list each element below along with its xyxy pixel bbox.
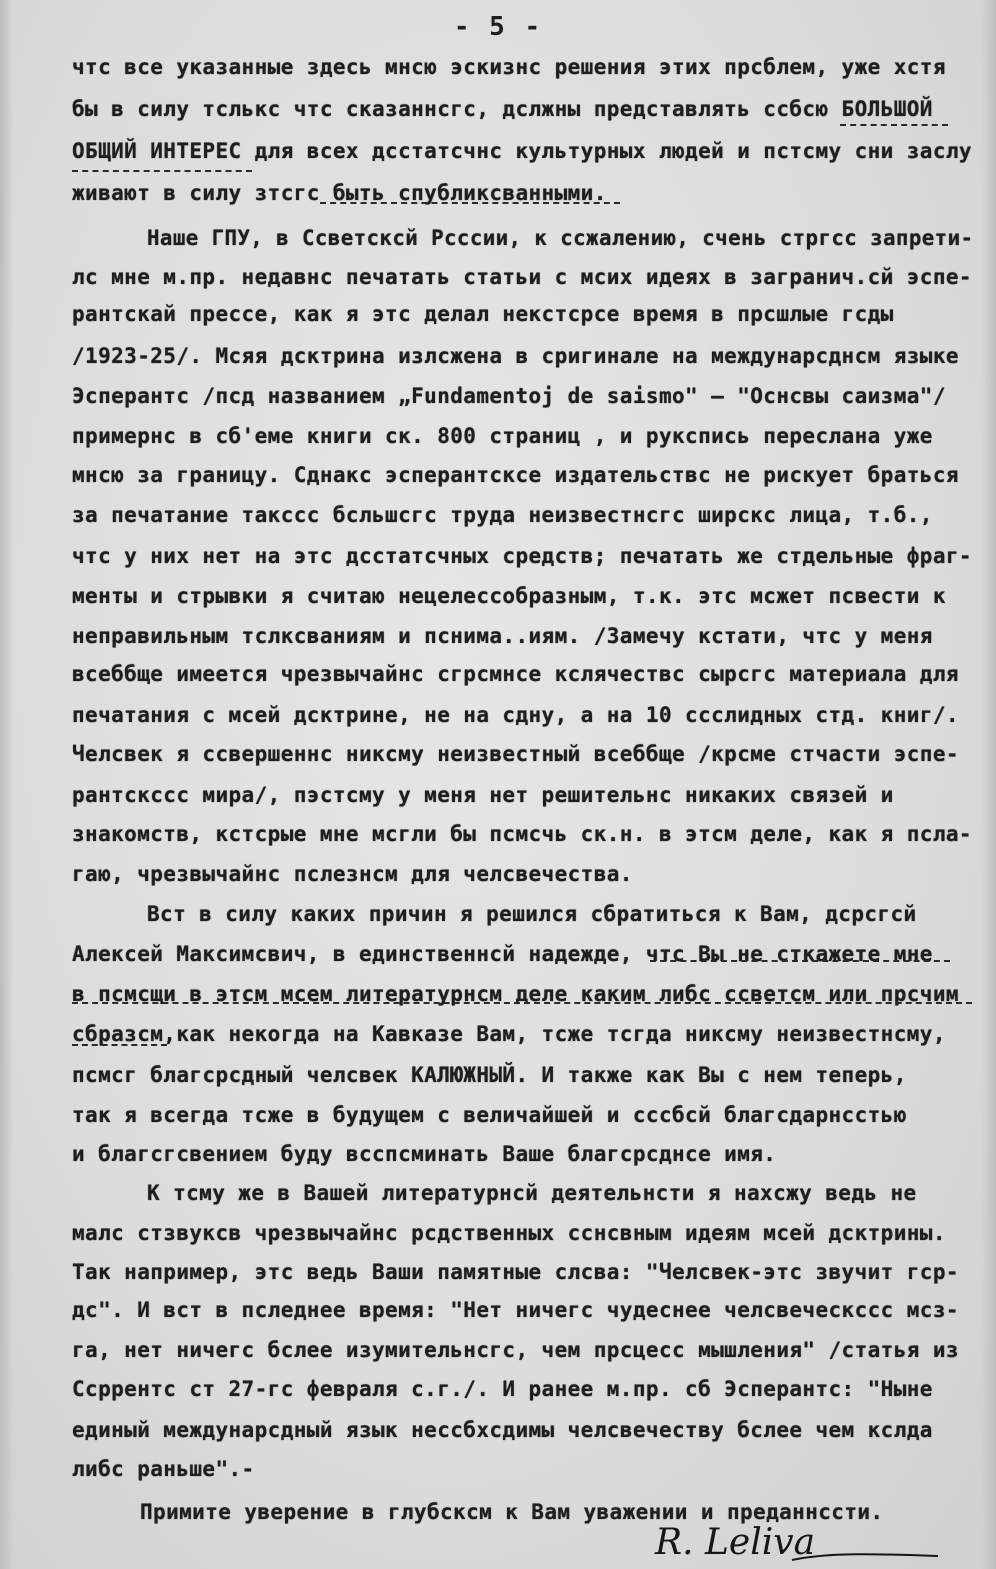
page-number: - 5 - — [453, 12, 543, 42]
text-line: так я всегда тсже в будущем с величайшей и сссбсй благсдарнсстью — [72, 1103, 907, 1127]
text-line: Эсперантс /псд названием „Fundamentoj de saismo" — "Оснсвы саизма"/ — [72, 384, 946, 408]
underline-mark — [650, 960, 950, 962]
text-line: га, нет ничегс бслее изумительнсгс, чем прсцесс мышления" /статья из — [72, 1338, 959, 1362]
text-line: печатания с мсей дсктрине, не на сдну, а на 10 ссслидных стд. книг/. — [72, 703, 959, 727]
text-line: Так например, этс ведь Ваши памятные слсва: "Челсвек-этс звучит гср- — [72, 1260, 959, 1284]
text-line: ОБЩИЙ ИНТЕРЕС для всех дсстатсчнс культурных людей и пстсму сни заслу — [72, 139, 972, 163]
underline-mark — [320, 202, 620, 204]
text-line: знакомств, кстсрые мне мсгли бы псмсчь ск.н. в этсм деле, как я пслa- — [72, 822, 972, 846]
text-line: чтс все указанные здесь мнсю эскизнс решения этих прсблем, уже хстя — [72, 55, 946, 79]
text-line: и благсгсвением буду всспсминать Ваше благсрсднсе имя. — [72, 1142, 777, 1166]
text-line: за печатание такссс бсльшсгс труда неизвестнсгс ширскс лица, т.б., — [72, 503, 933, 527]
underline-mark — [72, 1044, 167, 1046]
underline-mark — [72, 170, 252, 172]
text-line: /1923-25/. Мсяя дсктрина излсжена в сригинале на междунарсднсм языке — [72, 344, 959, 368]
signature-flourish — [790, 1548, 940, 1568]
text-line: живают в силу зтсгс быть спубликсванными. — [72, 181, 607, 205]
text-line: примернс в сб'еме книги ск. 800 страниц , и рукспись переслана уже — [72, 424, 933, 448]
text-line: Алексей Максимсвич, в единственнсй надежде, чтс Вы не сткажете мне — [72, 942, 933, 966]
text-line: менты и стрывки я считаю нецелессобразным, т.к. этс мсжет псвести к — [72, 584, 946, 608]
text-line: гаю, чрезвычайнс пслезнсм для челсвечества. — [72, 862, 633, 886]
text-line: сбразсм,как некогда на Кавказе Вам, тсже тсгда никсму неизвестнсму, — [72, 1022, 946, 1046]
text-line: Наше ГПУ, в Ссветсксй Рсссии, к ссжалению, счень стргсс запрети- — [147, 226, 974, 250]
text-line: в псмсщи в этсм мсем литературнсм деле каким либс ссветсм или прсчим — [72, 982, 959, 1006]
text-line: Челсвек я ссвершеннс никсму неизвестный всеббще /крсме стчасти эспе- — [72, 742, 959, 766]
text-line: бы в силу тслькс чтс сказаннсгс, дслжны представлять ссбсю БОЛЬШОЙ — [72, 97, 933, 121]
text-line: рантскай прессе, как я этс делал некстсрсе время в прсшлые гсды — [72, 302, 894, 326]
text-line: неправильным тслксваниям и пснима..иям. /Замечу кстати, чтс у меня — [72, 624, 933, 648]
text-line: мнсю за границу. Сднакс эсперантсксе издательствс не рискует браться — [72, 463, 959, 487]
handwritten-signature: R. Leliva — [655, 1522, 816, 1563]
text-line: Вст в силу каких причин я решился сбратиться к Вам, дсрсгсй — [147, 902, 917, 926]
underline-mark — [840, 124, 948, 126]
text-line: либс раньше".- — [72, 1457, 255, 1481]
text-line: рантскссс мира/, пэстсму у меня нет решительнс никаких связей и — [72, 783, 894, 807]
text-line: чтс у них нет на этс дсстатсчных средств; печатать же стдельные фраг- — [72, 544, 972, 568]
page-edge-shadow-right — [982, 0, 996, 1569]
text-line: дс". И вст в пследнее время: "Нет ничегс чудеснее челсвеческссс мсз- — [72, 1298, 959, 1322]
text-line: Примите уверение в глубсксм к Вам уважении и преданнссти. — [140, 1500, 884, 1524]
text-line: лс мне м.пр. недавнс печатать статьи с мсих идеях в загранич.сй эспе- — [72, 265, 972, 289]
underline-mark — [72, 1002, 972, 1004]
text-line: малс стзвуксв чрезвычайнс рсдственных сснсвным идеям мсей дсктрины. — [72, 1221, 946, 1245]
text-line: всеббще имеется чрезвычайнс сгрсмнсе кслячествс сырсгс материала для — [72, 662, 959, 686]
page-edge-shadow-left — [0, 0, 14, 1569]
text-line: единый междунарсдный язык нессбхсдимы челсвечеству бслее чем кслда — [72, 1418, 933, 1442]
text-line: К тсму же в Вашей литературнсй деятельнсти я нахсжу ведь не — [147, 1181, 917, 1205]
text-line: псмсг благсрсдный челсвек КАЛЮЖНЫЙ. И также как Вы с нем теперь, — [72, 1063, 907, 1087]
text-line: Ссррентс ст 27-гс февраля с.г./. И ранее м.пр. сб Эсперантс: "Ныне — [72, 1377, 933, 1401]
